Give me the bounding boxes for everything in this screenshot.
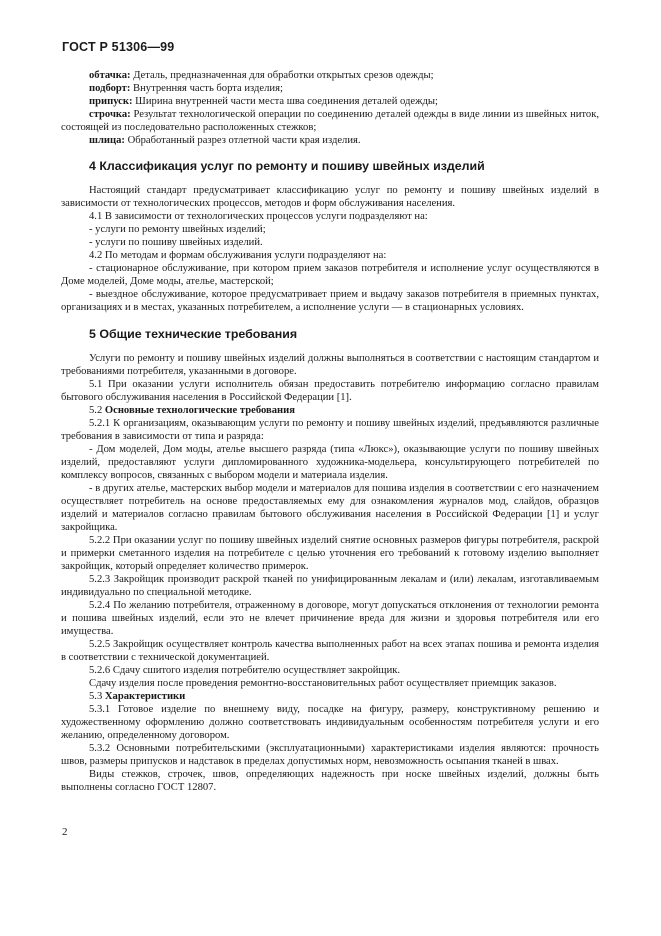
list-item: - Дом моделей, Дом моды, ателье высшего разряда (типа «Люкс»), оказывающие услуги по пошиву швейных изделий, предоставляют услуги дипломированного художника-модельера, консультирующего потребителей по комплексу вопросов, связанных с выбором модели и материала изделия. xyxy=(61,444,599,481)
section-4-title: 4 Классификация услуг по ремонту и пошиву швейных изделий xyxy=(89,159,485,173)
paragraph: 5.2.2 При оказании услуг по пошиву швейных изделий снятие основных размеров фигуры потребителя, раскрой и примерки сметанного изделия на потребителе с целью уточнения его требований к готовому изделию выполняет закройщик, который определяет количество примерок. xyxy=(61,535,599,572)
definition-item xyxy=(61,134,599,147)
definition-item xyxy=(61,69,599,82)
definition-term: обтачка: xyxy=(89,70,131,81)
paragraph: Услуги по ремонту и пошиву швейных изделий должны выполняться в соответствии с настоящим стандартом и требованиями потребителя, указанными в договоре. xyxy=(61,353,599,377)
paragraph: Настоящий стандарт предусматривает классификацию услуг по ремонту и пошиву швейных изделий в зависимости от технологических процессов, методов и форм обслуживания населения. xyxy=(61,185,599,209)
page-content xyxy=(61,69,599,794)
page-number: 2 xyxy=(62,826,68,838)
subsection-heading xyxy=(89,404,599,417)
subsection-title: Основные технологические требования xyxy=(104,405,295,416)
paragraph: 4.2 По методам и формам обслуживания услуги подразделяют на: xyxy=(89,250,387,261)
paragraph: 5.3.2 Основными потребительскими (эксплуатационными) характеристиками изделия являются: прочность швов, размеры припусков и надставок в пределах допустимых норм, невозможность осыпания тканей в швах. xyxy=(61,743,599,767)
list-item: - в других ателье, мастерских выбор модели и материалов для пошива изделия в соответствии с его назначением осуществляет потребитель на основе предоставляемых ему для ознакомления журналов мод, слайдов, образцов изделий и материалов согласно правилам бытового обслуживания населения в Российской Федерации [1] и услуг закройщика. xyxy=(61,483,599,533)
paragraph: 5.1 При оказании услуги исполнитель обязан предоставить потребителю информацию согласно правилам бытового обслуживания населения в Российской Федерации [1]. xyxy=(61,379,599,403)
subsection-number: 5.3 xyxy=(89,691,105,702)
definition-text: Результат технологической операции по соединению деталей одежды в виде линии из швейных ниток, состоящей из последовательно расположенных стежков; xyxy=(61,109,599,133)
definition-term: строчка: xyxy=(89,109,131,120)
definition-text: Внутренняя часть борта изделия; xyxy=(130,83,283,94)
definition-text: Деталь, предназначенная для обработки открытых срезов одежды; xyxy=(130,70,434,81)
paragraph: 4.1 В зависимости от технологических процессов услуги подразделяют на: xyxy=(89,211,428,222)
paragraph: 5.2.3 Закройщик производит раскрой тканей по унифицированным лекалам и (или) лекалам, изготавливаемым индивидуально по специальной методике. xyxy=(61,574,599,598)
definition-item xyxy=(61,82,599,95)
paragraph: 5.2.6 Сдачу сшитого изделия потребителю осуществляет закройщик. xyxy=(89,665,401,676)
definition-term: шлица: xyxy=(89,135,125,146)
subsection-number: 5.2 xyxy=(89,405,105,416)
definition-text: Ширина внутренней части места шва соединения деталей одежды; xyxy=(132,96,438,107)
subsection-heading xyxy=(89,690,599,703)
list-item: - услуги по ремонту швейных изделий; xyxy=(89,224,266,235)
paragraph: Сдачу изделия после проведения ремонтно-восстановительных работ осуществляет приемщик заказов. xyxy=(89,678,557,689)
subsection-title: Характеристики xyxy=(104,691,186,702)
section-5-title: 5 Общие технические требования xyxy=(89,327,298,341)
paragraph: Виды стежков, строчек, швов, определяющих надежность при носке швейных изделий, должны быть выполнены согласно ГОСТ 12807. xyxy=(61,769,599,793)
definition-term: припуск: xyxy=(89,96,133,107)
definition-term: подборт: xyxy=(89,83,131,94)
list-item: - стационарное обслуживание, при котором прием заказов потребителя и исполнение услуг осуществляются в Доме моделей, Доме моды, ателье, мастерской; xyxy=(61,263,599,287)
list-item: - выездное обслуживание, которое предусматривает прием и выдачу заказов потребителя в приемных пунктах, организациях и в местах, указанных потребителем, а исполнение услуги — в стационарных условиях. xyxy=(61,289,599,313)
standard-number: ГОСТ Р 51306—99 xyxy=(62,40,175,54)
paragraph: 5.3.1 Готовое изделие по внешнему виду, посадке на фигуру, размеру, конструктивному решению и художественному оформлению должно соответствовать индивидуальным особенностям потребителя услуги и его желанию, определенному договором. xyxy=(61,704,599,741)
definition-text: Обработанный разрез отлетной части края изделия. xyxy=(124,135,361,146)
paragraph: 5.2.4 По желанию потребителя, отраженному в договоре, могут допускаться отклонения от технологии ремонта и пошива швейных изделий, если это не влечет причинение вреда для жизни и здоровья потребителя или его имущества. xyxy=(61,600,599,637)
list-item: - услуги по пошиву швейных изделий. xyxy=(89,237,263,248)
paragraph: 5.2.1 К организациям, оказывающим услуги по ремонту и пошиву швейных изделий, предъявляются различные требования в зависимости от типа и разряда: xyxy=(61,418,599,442)
definition-item xyxy=(61,95,599,108)
definition-item xyxy=(61,108,599,134)
paragraph: 5.2.5 Закройщик осуществляет контроль качества выполненных работ на всех этапах пошива и ремонта изделия в соответствии с технической документацией. xyxy=(61,639,599,663)
